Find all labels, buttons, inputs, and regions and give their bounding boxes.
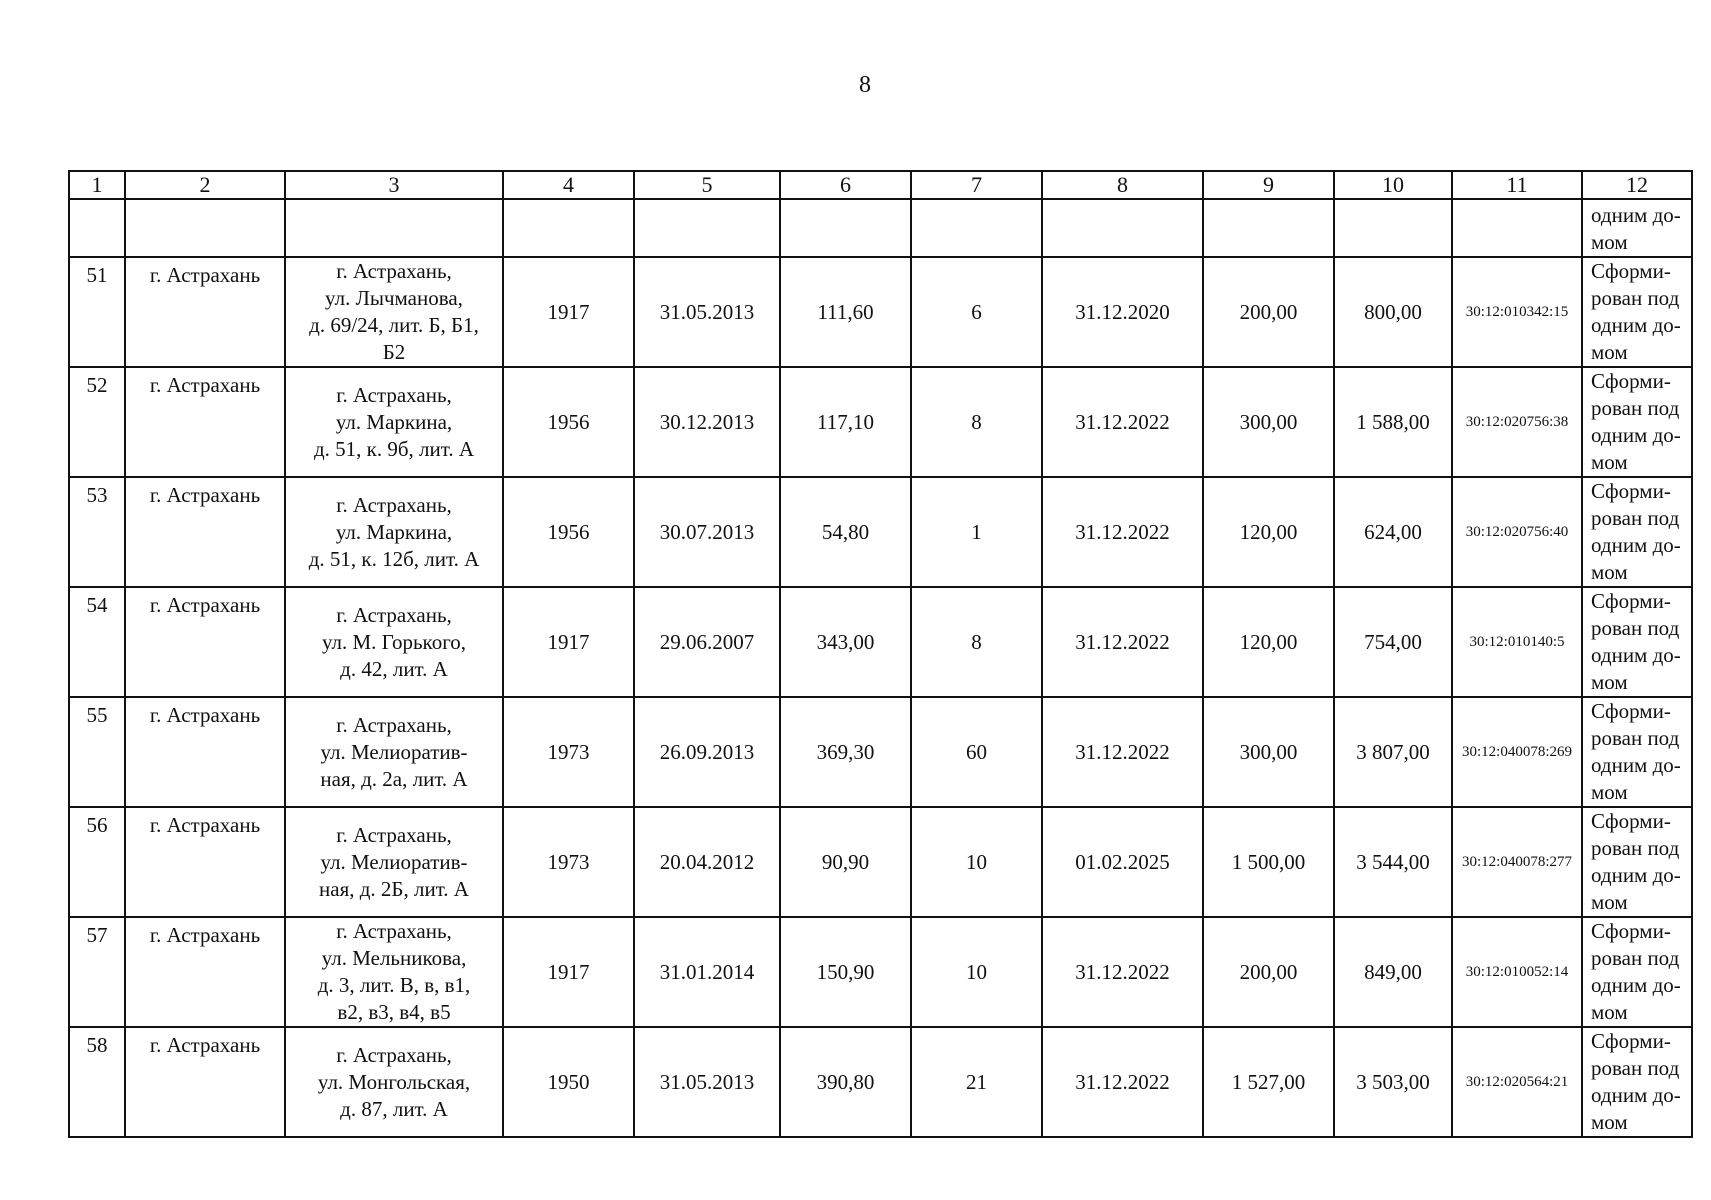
table-row [69,257,1692,367]
recognition-date-cell: 26.09.2013 [634,697,780,807]
municipality-cell: г. Астрахань [125,587,285,697]
cadastral-number-cell: 30:12:040078:277 [1452,807,1582,917]
area-cell: 343,00 [780,587,911,697]
resettlement-deadline-cell: 31.12.2022 [1042,477,1203,587]
address-cell [285,807,503,917]
cell-line: мом [1591,340,1628,364]
cell-line: г. Астрахань, [336,492,452,517]
area-cell: 150,90 [780,917,911,1027]
land-status-cell [1582,587,1692,697]
cadastral-number-cell: 30:12:020756:40 [1452,477,1582,587]
cell-line: одним до- [1591,533,1681,557]
column-number-8: 8 [1042,171,1203,199]
table-row [69,807,1692,917]
address-cell [285,367,503,477]
column-number-3: 3 [285,171,503,199]
status-cell [1582,199,1692,257]
cell-line: в2, в3, в4, в5 [337,1000,451,1024]
land-status-cell [1582,807,1692,917]
column-number-1: 1 [69,171,125,199]
address-cell [285,477,503,587]
cell-line: Сформи- [1591,369,1671,393]
table-row [69,697,1692,807]
resettlement-deadline-cell: 31.12.2022 [1042,367,1203,477]
land-status-cell [1582,367,1692,477]
empty-cell [125,199,285,257]
residents-count-cell: 8 [911,367,1042,477]
cell-line: г. Астрахань, [336,712,452,737]
municipality-cell: г. Астрахань [125,367,285,477]
empty-cell [1042,199,1203,257]
row-number-cell: 51 [69,257,125,367]
cell-line: мом [1591,230,1628,254]
recognition-date-cell: 31.05.2013 [634,257,780,367]
cadastral-number-cell: 30:12:040078:269 [1452,697,1582,807]
row-number-cell: 56 [69,807,125,917]
cell-line: мом [1591,890,1628,914]
column-number-row [69,171,1692,199]
empty-cell [285,199,503,257]
cell-line: г. Астрахань, [336,382,452,407]
area-cell: 54,80 [780,477,911,587]
row-number-cell: 53 [69,477,125,587]
empty-cell [634,199,780,257]
address-cell [285,917,503,1027]
cell-line: мом [1591,1110,1628,1134]
cell-line: Сформи- [1591,259,1671,283]
cell-line: ул. М. Горького, [321,629,467,654]
residents-count-cell: 21 [911,1027,1042,1137]
municipality-cell: г. Астрахань [125,917,285,1027]
column-number-11: 11 [1452,171,1582,199]
empty-cell [1334,199,1452,257]
construction-year-cell: 1956 [503,367,634,477]
land-status-cell [1582,477,1692,587]
resettlement-deadline-cell: 31.12.2022 [1042,697,1203,807]
value-col10-cell: 3 807,00 [1334,697,1452,807]
empty-cell [69,199,125,257]
construction-year-cell: 1917 [503,587,634,697]
cell-line: Б2 [382,340,406,364]
table-row [69,587,1692,697]
empty-cell [780,199,911,257]
municipality-cell: г. Астрахань [125,257,285,367]
municipality-cell: г. Астрахань [125,697,285,807]
recognition-date-cell: 30.12.2013 [634,367,780,477]
address-cell [285,697,503,807]
value-col9-cell: 120,00 [1203,477,1334,587]
residents-count-cell: 10 [911,807,1042,917]
value-col10-cell: 754,00 [1334,587,1452,697]
cell-line: ул. Монгольская, [317,1069,471,1094]
column-number-9: 9 [1203,171,1334,199]
cadastral-number-cell: 30:12:010342:15 [1452,257,1582,367]
value-col9-cell: 200,00 [1203,257,1334,367]
cell-line: одним до- [1591,643,1681,667]
area-cell: 111,60 [780,257,911,367]
address-cell [285,587,503,697]
cell-line: г. Астрахань, [336,822,452,847]
cell-line: мом [1591,780,1628,804]
cell-line: рован под [1591,286,1680,310]
land-status-cell [1582,697,1692,807]
recognition-date-cell: 31.01.2014 [634,917,780,1027]
cadastral-number-cell: 30:12:010140:5 [1452,587,1582,697]
row-number-cell: 55 [69,697,125,807]
cell-line: Сформи- [1591,589,1671,613]
resettlement-deadline-cell: 31.12.2022 [1042,587,1203,697]
row-number-cell: 52 [69,367,125,477]
cell-line: г. Астрахань, [336,602,452,627]
cell-line: ул. Мелиоратив- [320,849,468,874]
page-number: 8 [859,72,871,98]
cell-line: одним до- [1591,423,1681,447]
cell-line: рован под [1591,506,1680,530]
cell-line: д. 42, лит. А [340,656,448,681]
table-row [69,367,1692,477]
cell-line: мом [1591,1000,1628,1024]
value-col10-cell: 3 503,00 [1334,1027,1452,1137]
value-col10-cell: 849,00 [1334,917,1452,1027]
value-col10-cell: 1 588,00 [1334,367,1452,477]
empty-cell [1203,199,1334,257]
construction-year-cell: 1956 [503,477,634,587]
cadastral-number-cell: 30:12:010052:14 [1452,917,1582,1027]
value-col10-cell: 800,00 [1334,257,1452,367]
recognition-date-cell: 31.05.2013 [634,1027,780,1137]
registry-table [68,170,1693,1138]
cell-line: ул. Маркина, [335,519,453,544]
value-col9-cell: 200,00 [1203,917,1334,1027]
empty-cell [1452,199,1582,257]
cell-line: рован под [1591,946,1680,970]
cell-line: ул. Лычманова, [325,286,463,310]
cell-line: рован под [1591,1056,1680,1080]
municipality-cell: г. Астрахань [125,807,285,917]
area-cell: 90,90 [780,807,911,917]
cell-line: рован под [1591,616,1680,640]
cell-line: ул. Маркина, [335,409,453,434]
residents-count-cell: 1 [911,477,1042,587]
cell-line: одним до- [1591,1083,1681,1107]
cell-line: ул. Мельникова, [321,946,467,970]
address-cell [285,257,503,367]
cell-line: одним до- [1591,203,1681,227]
table-row [69,477,1692,587]
continuation-row [69,199,1692,257]
row-number-cell: 54 [69,587,125,697]
municipality-cell: г. Астрахань [125,1027,285,1137]
column-number-5: 5 [634,171,780,199]
cell-line: Сформи- [1591,919,1671,943]
area-cell: 117,10 [780,367,911,477]
cell-line: д. 69/24, лит. Б, Б1, [309,313,479,337]
column-number-10: 10 [1334,171,1452,199]
cell-line: одним до- [1591,863,1681,887]
column-number-6: 6 [780,171,911,199]
cadastral-number-cell: 30:12:020756:38 [1452,367,1582,477]
cell-line: г. Астрахань, [336,259,452,283]
cell-line: рован под [1591,726,1680,750]
resettlement-deadline-cell: 31.12.2022 [1042,1027,1203,1137]
municipality-cell: г. Астрахань [125,477,285,587]
row-number-cell: 58 [69,1027,125,1137]
resettlement-deadline-cell: 01.02.2025 [1042,807,1203,917]
cell-line: ная, д. 2Б, лит. А [319,876,469,901]
cell-line: одним до- [1591,973,1681,997]
cell-line: Сформи- [1591,1029,1671,1053]
cell-line: г. Астрахань, [336,1042,452,1067]
cell-line: ул. Мелиоратив- [320,739,468,764]
land-status-cell [1582,917,1692,1027]
residents-count-cell: 6 [911,257,1042,367]
resettlement-deadline-cell: 31.12.2020 [1042,257,1203,367]
cell-line: рован под [1591,396,1680,420]
value-col10-cell: 3 544,00 [1334,807,1452,917]
land-status-cell [1582,257,1692,367]
empty-cell [503,199,634,257]
column-number-2: 2 [125,171,285,199]
recognition-date-cell: 30.07.2013 [634,477,780,587]
address-cell [285,1027,503,1137]
cell-line: Сформи- [1591,699,1671,723]
resettlement-deadline-cell: 31.12.2022 [1042,917,1203,1027]
column-number-12: 12 [1582,171,1692,199]
construction-year-cell: 1973 [503,697,634,807]
cell-line: д. 51, к. 9б, лит. А [313,436,475,461]
recognition-date-cell: 29.06.2007 [634,587,780,697]
cell-line: мом [1591,450,1628,474]
residents-count-cell: 10 [911,917,1042,1027]
value-col9-cell: 300,00 [1203,367,1334,477]
value-col9-cell: 300,00 [1203,697,1334,807]
cell-line: д. 3, лит. В, в, в1, [317,973,471,997]
area-cell: 369,30 [780,697,911,807]
value-col9-cell: 1 527,00 [1203,1027,1334,1137]
cell-line: д. 51, к. 12б, лит. А [308,546,480,571]
table-row [69,1027,1692,1137]
construction-year-cell: 1917 [503,917,634,1027]
column-number-4: 4 [503,171,634,199]
cell-line: Сформи- [1591,809,1671,833]
cell-line: одним до- [1591,313,1681,337]
value-col10-cell: 624,00 [1334,477,1452,587]
cell-line: д. 87, лит. А [340,1096,448,1121]
column-number-7: 7 [911,171,1042,199]
table-row [69,917,1692,1027]
cell-line: ная, д. 2а, лит. А [320,766,468,791]
cell-line: мом [1591,670,1628,694]
row-number-cell: 57 [69,917,125,1027]
residents-count-cell: 8 [911,587,1042,697]
recognition-date-cell: 20.04.2012 [634,807,780,917]
value-col9-cell: 1 500,00 [1203,807,1334,917]
construction-year-cell: 1973 [503,807,634,917]
cell-line: г. Астрахань, [336,919,452,943]
cadastral-number-cell: 30:12:020564:21 [1452,1027,1582,1137]
cell-line: одним до- [1591,753,1681,777]
construction-year-cell: 1917 [503,257,634,367]
value-col9-cell: 120,00 [1203,587,1334,697]
empty-cell [911,199,1042,257]
cell-line: Сформи- [1591,479,1671,503]
cell-line: мом [1591,560,1628,584]
land-status-cell [1582,1027,1692,1137]
cell-line: рован под [1591,836,1680,860]
residents-count-cell: 60 [911,697,1042,807]
construction-year-cell: 1950 [503,1027,634,1137]
area-cell: 390,80 [780,1027,911,1137]
